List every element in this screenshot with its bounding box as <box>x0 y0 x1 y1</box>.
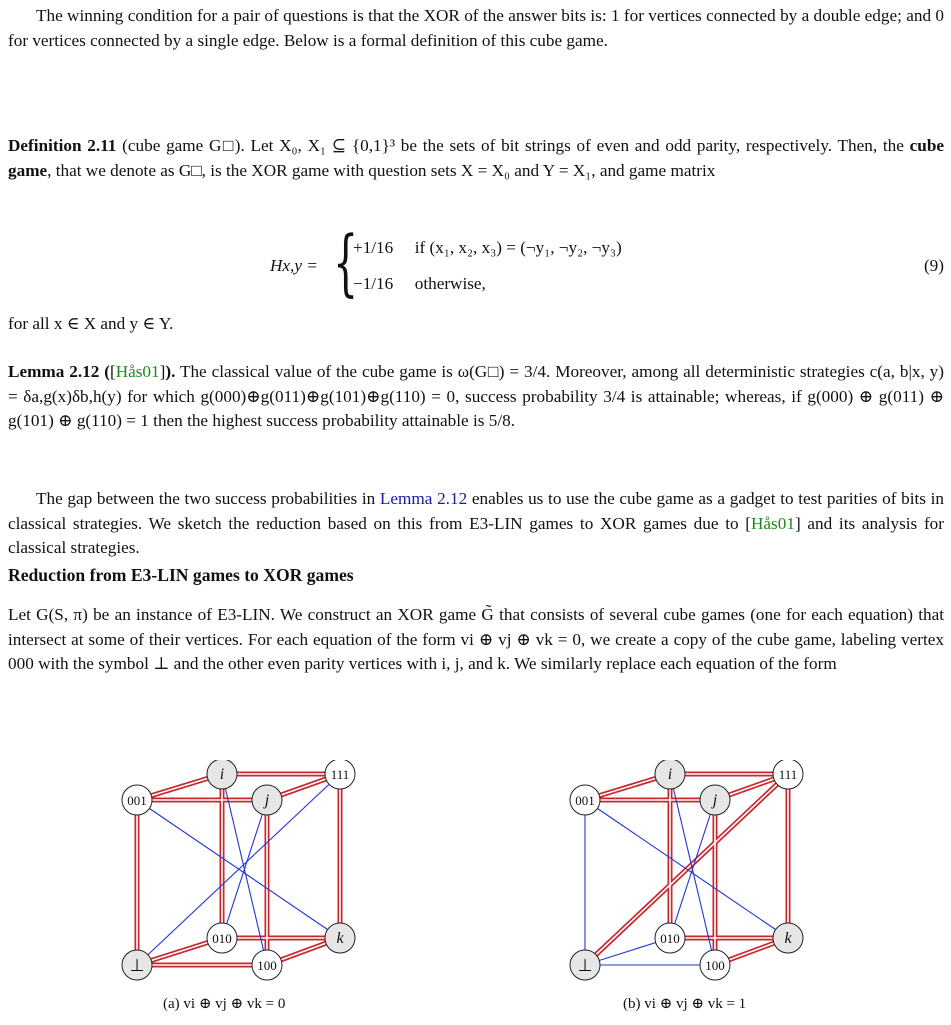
node-bottom-label: ⊥ <box>129 956 145 975</box>
node-k-label: k <box>784 930 792 947</box>
case-2-condition: otherwise, <box>414 274 486 293</box>
section-heading: Reduction from E3-LIN games to XOR games <box>8 565 354 585</box>
equation-number: (9) <box>923 256 944 275</box>
lemma-2-12: Lemma 2.12 ([Hås01]). The classical value of the cube game is ω(G□) = 3/4. Moreover, among all deterministic strategies c(a, b|x, y) = δa,g(x)δb,h(y) for which g(000)⊕g(011)⊕g(101)⊕g(110) = 0, success probability 3/4 is attainable; whereas, if g(000) ⊕ g(011) ⊕ g(101) ⊕ g(110) = 1 then the highest success probability attainable is 5/8. <box>8 362 944 430</box>
cube-figure-a <box>105 760 375 990</box>
equation-lhs: Hx,y = <box>270 256 318 275</box>
lemma-text-2: . Moreover, among all deterministic strategies c(a, b|x, y) = δa,g(x)δb,h(y) for which g(000)⊕g(011)⊕g(101)⊕g(110) = 0, success probability <box>8 362 944 406</box>
forall-line: for all x ∈ X and y ∈ Y. <box>8 314 174 333</box>
node-111-label: 111 <box>778 767 798 782</box>
citation-link[interactable]: Hås01 <box>751 513 795 533</box>
lemma-text-3: is attainable; whereas, if g(000) ⊕ g(011) ⊕ g(101) ⊕ g(110) = 1 then the highest success probability attainable is <box>8 386 944 430</box>
cube-figure-b <box>553 760 823 990</box>
equation-brace: { <box>333 220 359 304</box>
node-001-label: 001 <box>575 793 595 808</box>
node-111-label: 111 <box>330 767 350 782</box>
case-2-value: −1/16 <box>353 274 394 293</box>
node-100-label: 100 <box>257 958 277 973</box>
equation-case-1 <box>353 238 622 258</box>
case-1-value: +1/16 <box>353 238 394 257</box>
node-010-label: 010 <box>660 931 680 946</box>
figure-caption-a: (a) vi ⊕ vj ⊕ vk = 0 <box>163 996 286 1012</box>
definition-text-2: , that we denote as G□, is the XOR game with question sets X = X₀ and Y = X₁, and game matrix <box>47 160 716 180</box>
lemma-value-2: 5/8 <box>488 411 511 430</box>
node-k-label: k <box>336 930 344 947</box>
equation-9 <box>8 220 944 304</box>
node-001-label: 001 <box>127 793 147 808</box>
equation-case-2 <box>353 274 486 294</box>
definition-name: (cube game G□). <box>122 136 245 155</box>
node-i-label: i <box>219 766 225 783</box>
definition-2-11 <box>8 134 944 183</box>
para5-text-1: The gap between the two success probabilities in <box>36 489 380 508</box>
paragraph-reduction: Let G(S, π) be an instance of E3-LIN. We construct an XOR game G̃ that consists of several cube games (one for each equation) that intersect at some of their vertices. For each equation of the form vi ⊕ vj ⊕ vk = 0, we create a copy of the cube game, labeling vertex 000 with the symbol ⊥ and the other even parity vertices with i, j, and k. We similarly replace each equation of the form <box>8 605 944 673</box>
paragraph-winning-condition: The winning condition for a pair of questions is that the XOR of the answer bits is: 1 for vertices connected by a double edge; and 0 for vertices connected by a single edge. Below is a formal definition of this cube game. <box>8 6 944 50</box>
node-010-label: 010 <box>212 931 232 946</box>
lemma-label: Lemma 2.12 <box>8 362 100 381</box>
lemma-text-1: The classical value of the cube game is ω(G□) = <box>179 362 525 381</box>
node-bottom-label: ⊥ <box>577 956 593 975</box>
figure-caption-b: (b) vi ⊕ vj ⊕ vk = 1 <box>623 996 747 1012</box>
para5-text-2: enables us to use the cube game as a gadget to test parities of bits in classical strategies. We sketch the reduction based on this from E3-LIN games to XOR games due to [ <box>8 489 944 533</box>
definition-text-1: Let X₀, X₁ ⊆ {0,1}³ be the sets of bit strings of even and odd parity, respectively. Then, the <box>250 136 904 155</box>
lemma-reference-link[interactable]: Lemma 2.12 <box>379 489 468 508</box>
node-100-label: 100 <box>705 958 725 973</box>
definition-term: cube game <box>8 136 945 180</box>
paragraph-gap <box>8 487 944 561</box>
node-i-label: i <box>667 766 673 783</box>
definition-label: Definition 2.11 <box>8 136 117 155</box>
lemma-value: 3/4 <box>524 362 546 381</box>
node-j-label: j <box>264 792 270 809</box>
lemma-citation-link[interactable]: Hås01 <box>115 362 160 381</box>
para5-text-3: ] and its analysis for classical strategies. <box>8 513 945 557</box>
node-j-label: j <box>712 792 718 809</box>
lemma-value-repeat: 3/4 <box>603 386 626 406</box>
case-1-condition: if (x₁, x₂, x₃) = (¬y₁, ¬y₂, ¬y₃) <box>414 238 622 257</box>
